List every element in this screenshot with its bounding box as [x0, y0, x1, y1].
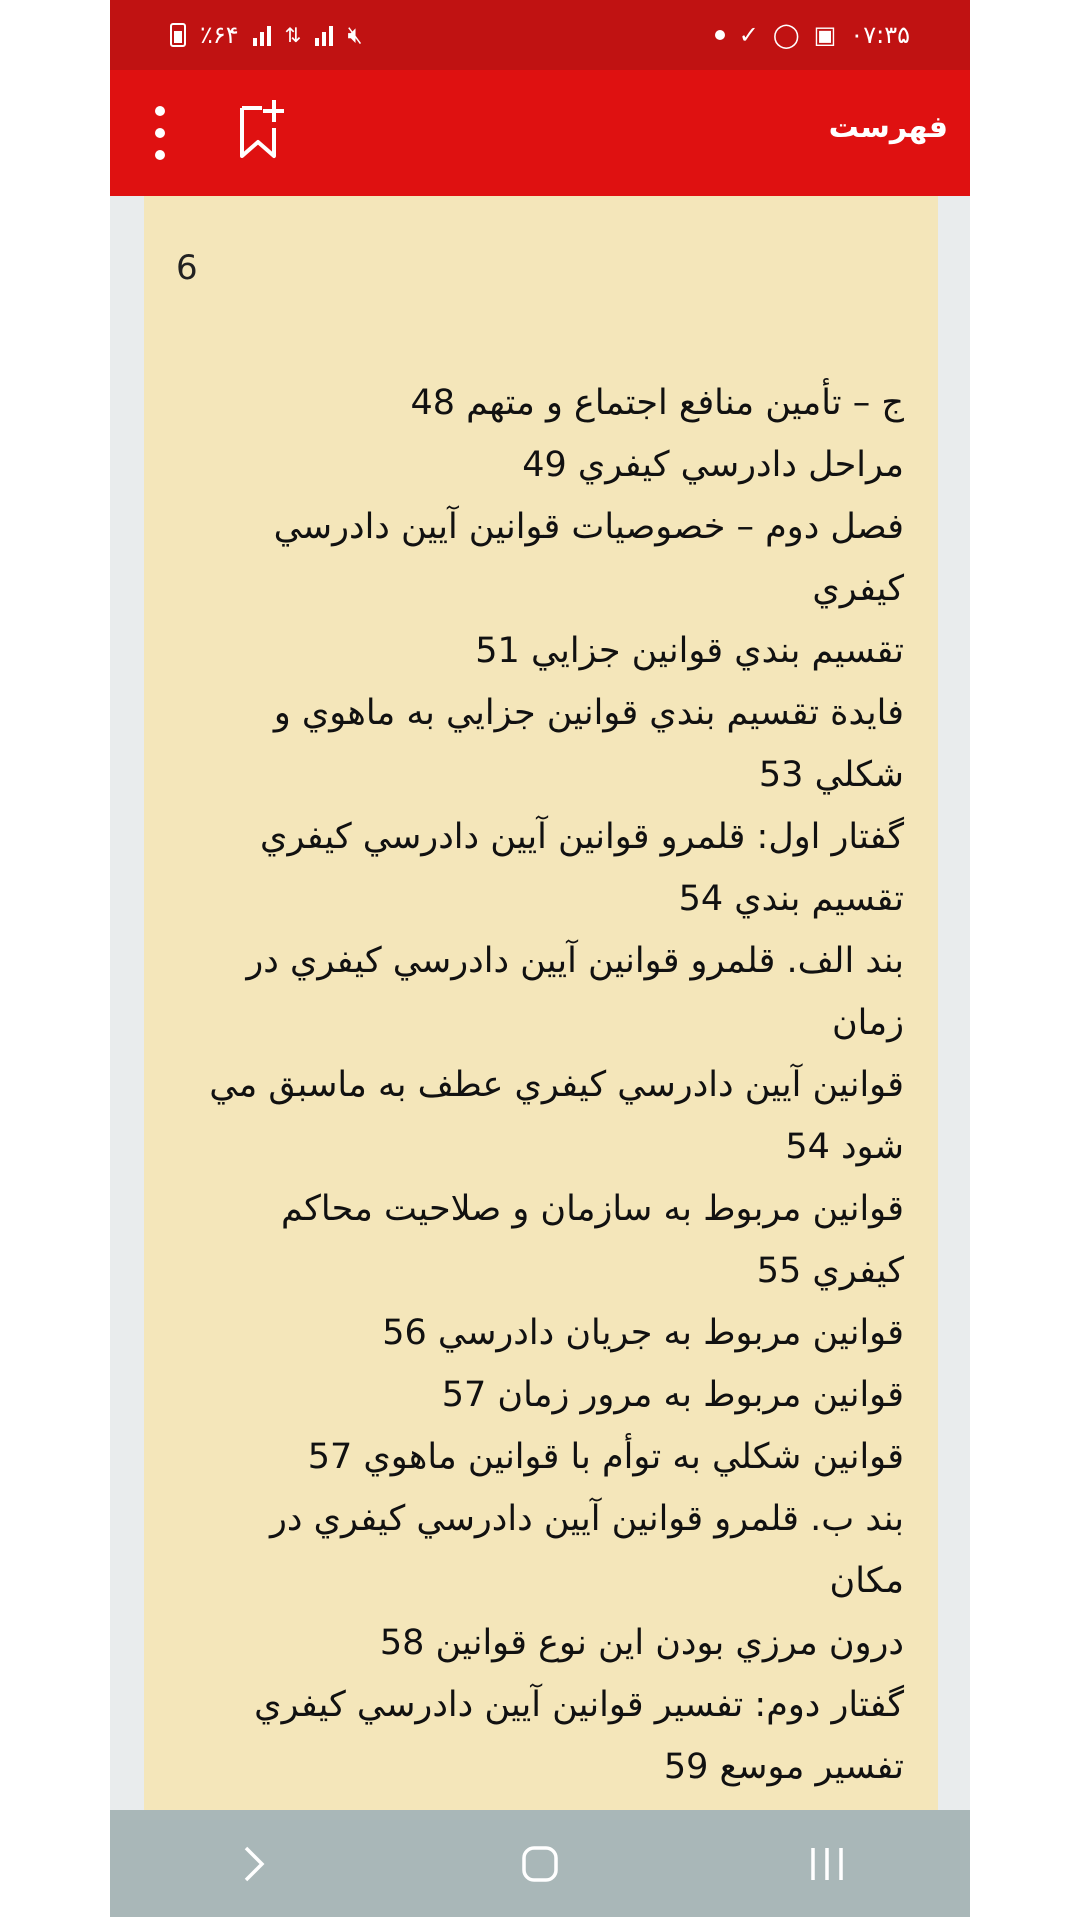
bookmark-add-icon[interactable]	[236, 98, 284, 160]
toc-line[interactable]: گفتار اول: قلمرو قوانين آيين دادرسي كيفري	[260, 817, 904, 857]
toc-line[interactable]: قوانين آيين دادرسي كيفري عطف به ماسبق مي	[209, 1065, 904, 1105]
back-button[interactable]	[213, 1834, 293, 1894]
toc-list	[184, 372, 904, 1798]
toc-line[interactable]: فصل دوم – خصوصيات قوانين آيين دادرسي	[273, 507, 904, 547]
toc-line[interactable]: ج – تأمين منافع اجتماع و متهم 48	[410, 383, 904, 423]
signal-icon-2	[315, 24, 333, 46]
toc-line[interactable]: تفسير موسع 59	[663, 1747, 904, 1787]
toc-line[interactable]: قوانين مربوط به جريان دادرسي 56	[382, 1313, 904, 1353]
home-button[interactable]	[500, 1834, 580, 1894]
toc-line[interactable]: مكان	[829, 1561, 904, 1601]
data-transfer-icon: ⇅	[284, 23, 302, 47]
back-chevron-icon	[238, 1842, 268, 1886]
toc-line[interactable]: قوانين مربوط به مرور زمان 57	[441, 1375, 904, 1415]
toc-line[interactable]: شود 54	[785, 1127, 904, 1167]
status-bar-right	[715, 21, 910, 49]
toc-line[interactable]: بند الف. قلمرو قوانين آيين دادرسي كيفري در	[246, 941, 904, 981]
status-bar-left	[170, 21, 363, 49]
battery-icon	[170, 23, 186, 47]
gallery-icon: ▣	[813, 21, 837, 49]
toc-line[interactable]: زمان	[831, 1003, 904, 1043]
toc-content	[144, 196, 938, 1810]
recents-icon	[805, 1842, 849, 1886]
toc-line[interactable]: گفتار دوم: تفسير قوانين آيين دادرسي كيفري	[254, 1685, 904, 1725]
app-bar	[110, 70, 970, 196]
check-icon: ✓	[738, 21, 759, 49]
toc-line[interactable]: مراحل دادرسي كيفري 49	[522, 445, 904, 485]
toc-line[interactable]: قوانين شكلي به توأم با قوانين ماهوي 57	[307, 1437, 904, 1477]
page-number: 6	[176, 248, 198, 288]
toc-line[interactable]: تقسيم بندي 54	[678, 879, 904, 919]
toc-line[interactable]: قوانين مربوط به سازمان و صلاحيت محاكم	[280, 1189, 904, 1229]
toc-line[interactable]: شكلي 53	[758, 755, 904, 795]
system-nav-bar	[110, 1810, 970, 1917]
page-title: فهرست	[828, 110, 948, 145]
recents-button[interactable]	[787, 1834, 867, 1894]
battery-text: ٪۶۴	[200, 21, 239, 49]
toc-line[interactable]: كيفري	[812, 569, 904, 609]
whatsapp-icon: ◯	[772, 21, 800, 49]
status-time: ۰۷:۳۵	[850, 21, 910, 49]
toc-line[interactable]: فايدة تقسيم بندي قوانين جزايي به ماهوي و	[273, 693, 904, 733]
toc-line[interactable]: تقسيم بندي قوانين جزايي 51	[475, 631, 904, 671]
notification-dot-icon	[715, 30, 725, 40]
home-icon	[518, 1842, 562, 1886]
toc-line[interactable]: كيفري 55	[756, 1251, 904, 1291]
signal-icon	[253, 24, 271, 46]
more-vert-icon[interactable]	[148, 106, 172, 160]
phone-screen	[110, 0, 970, 1917]
toc-line[interactable]: بند ب. قلمرو قوانين آيين دادرسي كيفري در	[270, 1499, 904, 1539]
mute-icon: 🔇︎	[347, 21, 363, 49]
toc-line[interactable]: درون مرزي بودن اين نوع قوانين 58	[379, 1623, 904, 1663]
status-bar	[110, 0, 970, 70]
